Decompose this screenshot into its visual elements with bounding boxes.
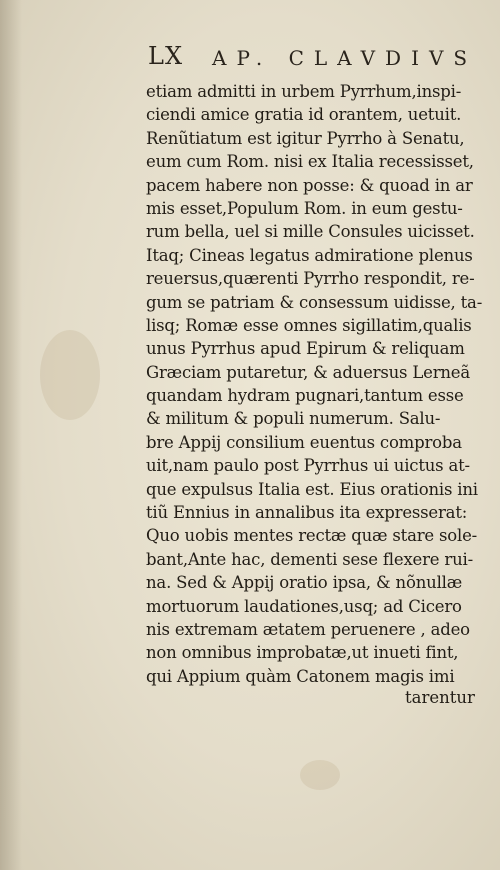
paper-stain — [300, 760, 340, 790]
running-title: AP. CLAVDIVS — [212, 46, 478, 70]
text-line: lisq; Romæ esse omnes sigillatim,qualis — [146, 315, 472, 335]
folio-number: LX — [148, 42, 184, 70]
running-head — [148, 42, 478, 78]
text-line: mortuorum laudationes,usq; ad Cicero — [146, 596, 462, 616]
text-line: pacem habere non posse: & quoad in ar — [146, 175, 473, 195]
text-line: qui Appium quàm Catonem magis imi — [146, 666, 455, 686]
text-line: Itaq; Cineas legatus admiratione plenus — [146, 245, 473, 265]
body-text — [146, 80, 490, 688]
text-line: reuersus,quærenti Pyrrho respondit, re‑ — [146, 269, 475, 289]
text-line: Græciam putaretur, & aduersus Lerneã — [146, 362, 471, 382]
text-line: Renũtiatum est igitur Pyrrho à Senatu, — [146, 128, 465, 148]
text-line: gum se patriam & consessum uidisse, ta‑ — [146, 292, 483, 312]
text-line: mis esset,Populum Rom. in eum gestu‑ — [146, 198, 463, 218]
text-line: rum bella, uel si mille Consules uicisset. — [146, 222, 475, 242]
text-line: ciendi amice gratia id orantem, uetuit. — [146, 105, 462, 125]
text-line: etiam admitti in urbem Pyrrhum,inspi‑ — [146, 82, 462, 101]
text-line: bre Appij consilium euentus comproba — [146, 432, 462, 452]
text-line: Quo uobis mentes rectæ quæ stare sole‑ — [146, 526, 478, 546]
text-line: uit,nam paulo post Pyrrhus ui uictus at‑ — [146, 456, 470, 476]
text-line: nis extremam ætatem peruenere , adeo — [146, 619, 470, 639]
text-line: que expulsus Italia est. Eius orationis ini — [146, 479, 478, 499]
catchword: tarentur — [405, 688, 475, 707]
gutter-shadow — [0, 0, 22, 870]
text-line: non omnibus improbatæ,ut inueti fint, — [146, 643, 459, 663]
text-line: tiũ Ennius in annalibus ita expresserat: — [146, 503, 468, 523]
paper-stain — [40, 330, 100, 420]
text-line: quandam hydram pugnari,tantum esse — [146, 386, 464, 406]
text-line: eum cum Rom. nisi ex Italia recessisset, — [146, 152, 474, 172]
text-line: na. Sed & Appij oratio ipsa, & nõnullæ — [146, 573, 463, 593]
text-line: bant,Ante hac, dementi sese flexere rui‑ — [146, 549, 473, 569]
text-line: unus Pyrrhus apud Epirum & reliquam — [146, 339, 465, 359]
text-line: & militum & populi numerum. Salu‑ — [146, 409, 441, 429]
